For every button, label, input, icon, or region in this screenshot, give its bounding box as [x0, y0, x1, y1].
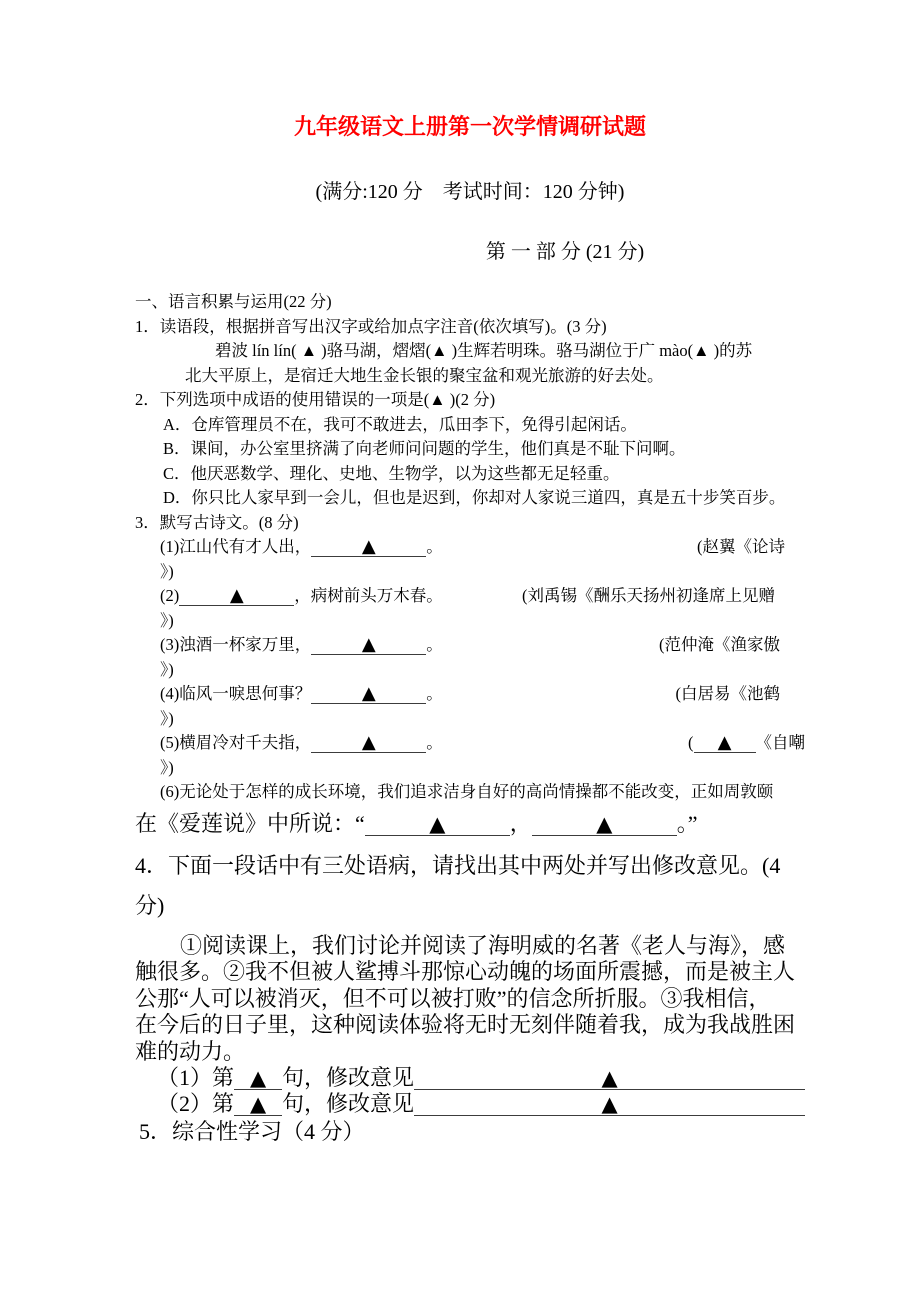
q3-item-2-citation: (刘禹锡《酬乐天扬州初逢席上见赠 — [522, 586, 775, 605]
question-3-item-5 — [135, 731, 805, 756]
answer-blank — [234, 1067, 282, 1090]
triangle-placeholder-icon: ▲ — [249, 1092, 267, 1116]
q3-item-5-cite-paren: ( — [688, 733, 694, 752]
q4-passage-line: 难的动力。 — [135, 1038, 246, 1064]
question-1-passage-line-1: 碧波 lín lín( ▲ )骆马湖，熠熠(▲ )生辉若明珠。骆马湖位于广 mào(▲ )的苏 — [215, 341, 753, 360]
question-1-passage-line-2: 北大平原上，是宿迁大地生金长银的聚宝盆和观光旅游的好去处。 — [185, 365, 664, 385]
question-3-item-6-quote — [135, 809, 805, 839]
question-1-prompt: 1．读语段，根据拼音写出汉字或给加点字注音(依次填写)。(3 分) — [135, 316, 607, 336]
q3-item-1-period: 。 — [426, 537, 443, 556]
triangle-placeholder-icon: ▲ — [361, 536, 376, 557]
q3-item-4-citation: (白居易《池鹤 — [675, 684, 780, 703]
q3-item-1-citation: (赵翼《论诗 — [697, 537, 785, 556]
q4-passage-line: ①阅读课上，我们讨论并阅读了海明威的名著《老人与海》，感 — [180, 932, 786, 958]
triangle-placeholder-icon: ▲ — [601, 1092, 618, 1116]
triangle-placeholder-icon: ▲ — [229, 585, 244, 606]
question-2-prompt: 2．下列选项中成语的使用错误的一项是(▲ )(2 分) — [135, 390, 496, 409]
answer-blank — [311, 538, 426, 557]
question-5-prompt: 5．综合性学习（4 分） — [139, 1119, 365, 1144]
triangle-placeholder-icon: ▲ — [596, 811, 613, 836]
answer-blank — [311, 636, 426, 655]
answer-blank — [311, 734, 426, 753]
section-one — [135, 290, 805, 805]
answer-blank — [694, 734, 756, 753]
q3-item-3-text: (3)浊酒一杯家万里， — [160, 635, 312, 654]
question-3-item-4 — [135, 682, 805, 707]
answer-blank-long — [414, 1067, 805, 1090]
exam-info-line: (满分:120 分 考试时间：120 分钟) — [315, 181, 625, 203]
citation-wrap-close: 》) — [160, 757, 174, 777]
q3-item-6-comma: ， — [509, 810, 532, 836]
answer-blank — [311, 685, 426, 704]
q4-corr-1-prefix: （1）第 — [157, 1065, 235, 1090]
q4-corr-2-prefix: （2）第 — [157, 1091, 235, 1116]
q3-item-6-suffix: 。” — [676, 810, 698, 836]
triangle-placeholder-icon: ▲ — [361, 683, 376, 704]
section-one-heading: 一、语言积累与运用(22 分) — [135, 292, 332, 311]
q3-item-2-num: (2) — [160, 586, 180, 605]
q3-item-4-period: 。 — [426, 684, 443, 703]
question-4-prompt-line-1: 4．下面一段话中有三处语病，请找出其中两处并写出修改意见。(4 — [135, 852, 781, 878]
q3-item-2-text: ，病树前头万木春。 — [294, 586, 443, 605]
q3-item-5-text: (5)横眉冷对千夫指， — [160, 733, 312, 752]
q3-item-6-prefix: 在《爱莲说》中所说：“ — [135, 810, 365, 836]
question-3-prompt: 3．默写古诗文。(8 分) — [135, 512, 299, 532]
triangle-placeholder-icon: ▲ — [361, 634, 376, 655]
citation-wrap-close: 》) — [160, 610, 174, 630]
answer-blank-long — [414, 1093, 805, 1116]
question-3-item-2 — [135, 584, 805, 609]
triangle-placeholder-icon: ▲ — [717, 732, 732, 753]
q3-item-5-period: 。 — [426, 733, 443, 752]
citation-wrap-close: 》) — [160, 561, 174, 581]
question-4-prompt-line-2: 分) — [135, 892, 165, 918]
question-2-option-d: D．你只比人家早到一会儿，但也是迟到，你却对人家说三道四，真是五十步笑百步。 — [163, 488, 786, 507]
q4-passage-line: 在今后的日子里，这种阅读体验将无时无刻伴随着我，成为我战胜困 — [135, 1012, 796, 1037]
question-4-correction-2 — [135, 1091, 805, 1117]
question-3-item-1 — [135, 535, 805, 560]
triangle-placeholder-icon: ▲ — [429, 811, 446, 836]
q4-passage-line: 公那“人可以被消灭，但不可以被打败”的信念所折服。③我相信， — [135, 985, 771, 1011]
answer-blank — [365, 813, 510, 836]
triangle-placeholder-icon: ▲ — [249, 1066, 267, 1090]
question-2-option-c: C．他厌恶数学、理化、史地、生物学，以为这些都无足轻重。 — [163, 463, 620, 483]
answer-blank — [532, 813, 677, 836]
page-title: 九年级语文上册第一次学情调研试题 — [293, 114, 646, 139]
question-2-option-b: B．课间，办公室里挤满了向老师问问题的学生，他们真是不耻下问啊。 — [163, 439, 686, 458]
answer-blank — [234, 1093, 282, 1116]
q3-item-3-period: 。 — [426, 635, 443, 654]
q3-item-5-cite-title: 《自嘲 — [755, 733, 805, 752]
part-one-heading: 第 一 部 分 (21 分) — [485, 241, 645, 263]
answer-blank — [179, 587, 294, 606]
citation-wrap-close: 》) — [160, 708, 174, 728]
question-4-passage — [135, 933, 805, 1066]
q4-corr-1-mid: 句，修改意见 — [282, 1065, 415, 1090]
q3-item-5-citation — [688, 731, 805, 756]
q3-item-3-citation: (范仲淹《渔家傲 — [659, 635, 780, 654]
citation-wrap-close: 》) — [160, 659, 174, 679]
q4-corr-2-mid: 句，修改意见 — [282, 1091, 415, 1116]
triangle-placeholder-icon: ▲ — [361, 732, 376, 753]
question-4-correction-1 — [135, 1065, 805, 1091]
q4-passage-line: 触很多。②我不但被人鲨搏斗那惊心动魄的场面所震撼，而是被主人 — [135, 959, 796, 984]
question-3-item-3 — [135, 633, 805, 658]
question-3-item-6-line: (6)无论处于怎样的成长环境，我们追求洁身自好的高尚情操都不能改变，正如周敦颐 — [160, 782, 774, 801]
question-2-option-a: A．仓库管理员不在，我可不敢进去，瓜田李下，免得引起闲话。 — [163, 414, 637, 434]
q3-item-4-text: (4)临风一唳思何事？ — [160, 684, 312, 703]
triangle-placeholder-icon: ▲ — [601, 1066, 618, 1090]
q3-item-1-text: (1)江山代有才人出， — [160, 537, 312, 556]
